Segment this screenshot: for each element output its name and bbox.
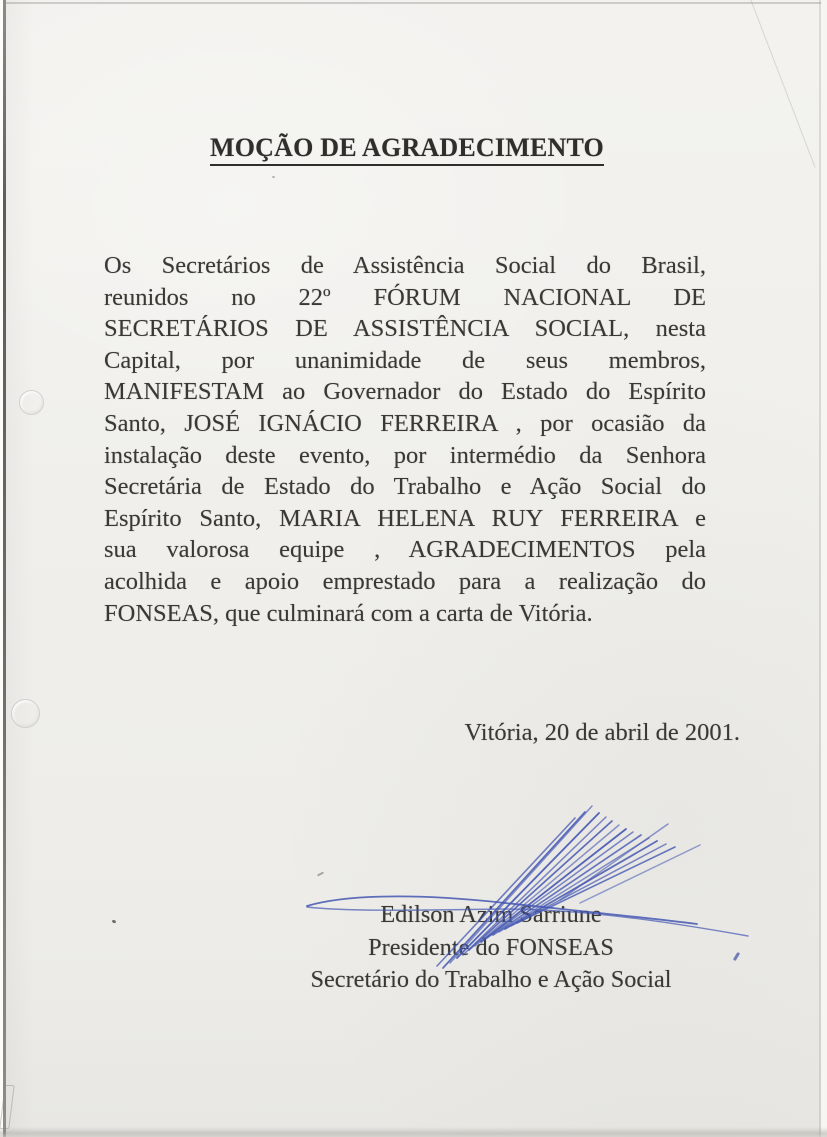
signatory-name: Edilson Azim Sarriune bbox=[380, 901, 602, 928]
hole-punch-bottom bbox=[11, 699, 40, 728]
signatory-role-1: Presidente do FONSEAS bbox=[368, 933, 614, 961]
signatory-role-2: Secretário do Trabalho e Ação Social bbox=[310, 966, 672, 994]
body-line: Os Secretários de Assistência Social do Brasil, bbox=[104, 252, 706, 279]
date-line: Vitória, 20 de abril de 2001. bbox=[464, 719, 740, 746]
scan-edge-left-line bbox=[3, 0, 6, 1137]
body-line: sua valorosa equipe , AGRADECIMENTOS pela bbox=[104, 536, 706, 564]
scan-edge-right-strip bbox=[821, 0, 827, 1137]
scan-edge-bottom-shadow bbox=[0, 1127, 827, 1137]
body-line: Capital, por unanimidade de seus membros, bbox=[104, 346, 706, 374]
document-title bbox=[0, 133, 814, 163]
body-line: Espírito Santo, MARIA HELENA RUY FERREIRA e bbox=[104, 504, 706, 532]
document-title-text: MOÇÃO DE AGRADECIMENTO bbox=[210, 133, 604, 166]
body-line: SECRETÁRIOS DE ASSISTÊNCIA SOCIAL, nesta bbox=[104, 315, 706, 343]
body-line: reunidos no 22º FÓRUM NACIONAL DE bbox=[104, 283, 706, 311]
body-line: FONSEAS, que culminará com a carta de Vitória. bbox=[104, 599, 593, 627]
scan-speck bbox=[272, 176, 275, 178]
document-body bbox=[104, 250, 706, 629]
body-line: Santo, JOSÉ IGNÁCIO FERREIRA , por ocasião da bbox=[104, 409, 706, 437]
scan-speck bbox=[317, 871, 324, 876]
body-line: MANIFESTAM ao Governador do Estado do Espírito bbox=[104, 378, 706, 406]
hole-punch-top bbox=[19, 390, 44, 415]
scan-speck bbox=[112, 919, 117, 923]
body-line: acolhida e apoio emprestado para a realização do bbox=[104, 567, 706, 595]
scan-edge-top-line bbox=[6, 2, 822, 4]
body-line: instalação deste evento, por intermédio da Senhora bbox=[104, 441, 706, 469]
body-line: Secretária de Estado do Trabalho e Ação Social do bbox=[104, 473, 706, 501]
signature-block bbox=[191, 899, 791, 997]
